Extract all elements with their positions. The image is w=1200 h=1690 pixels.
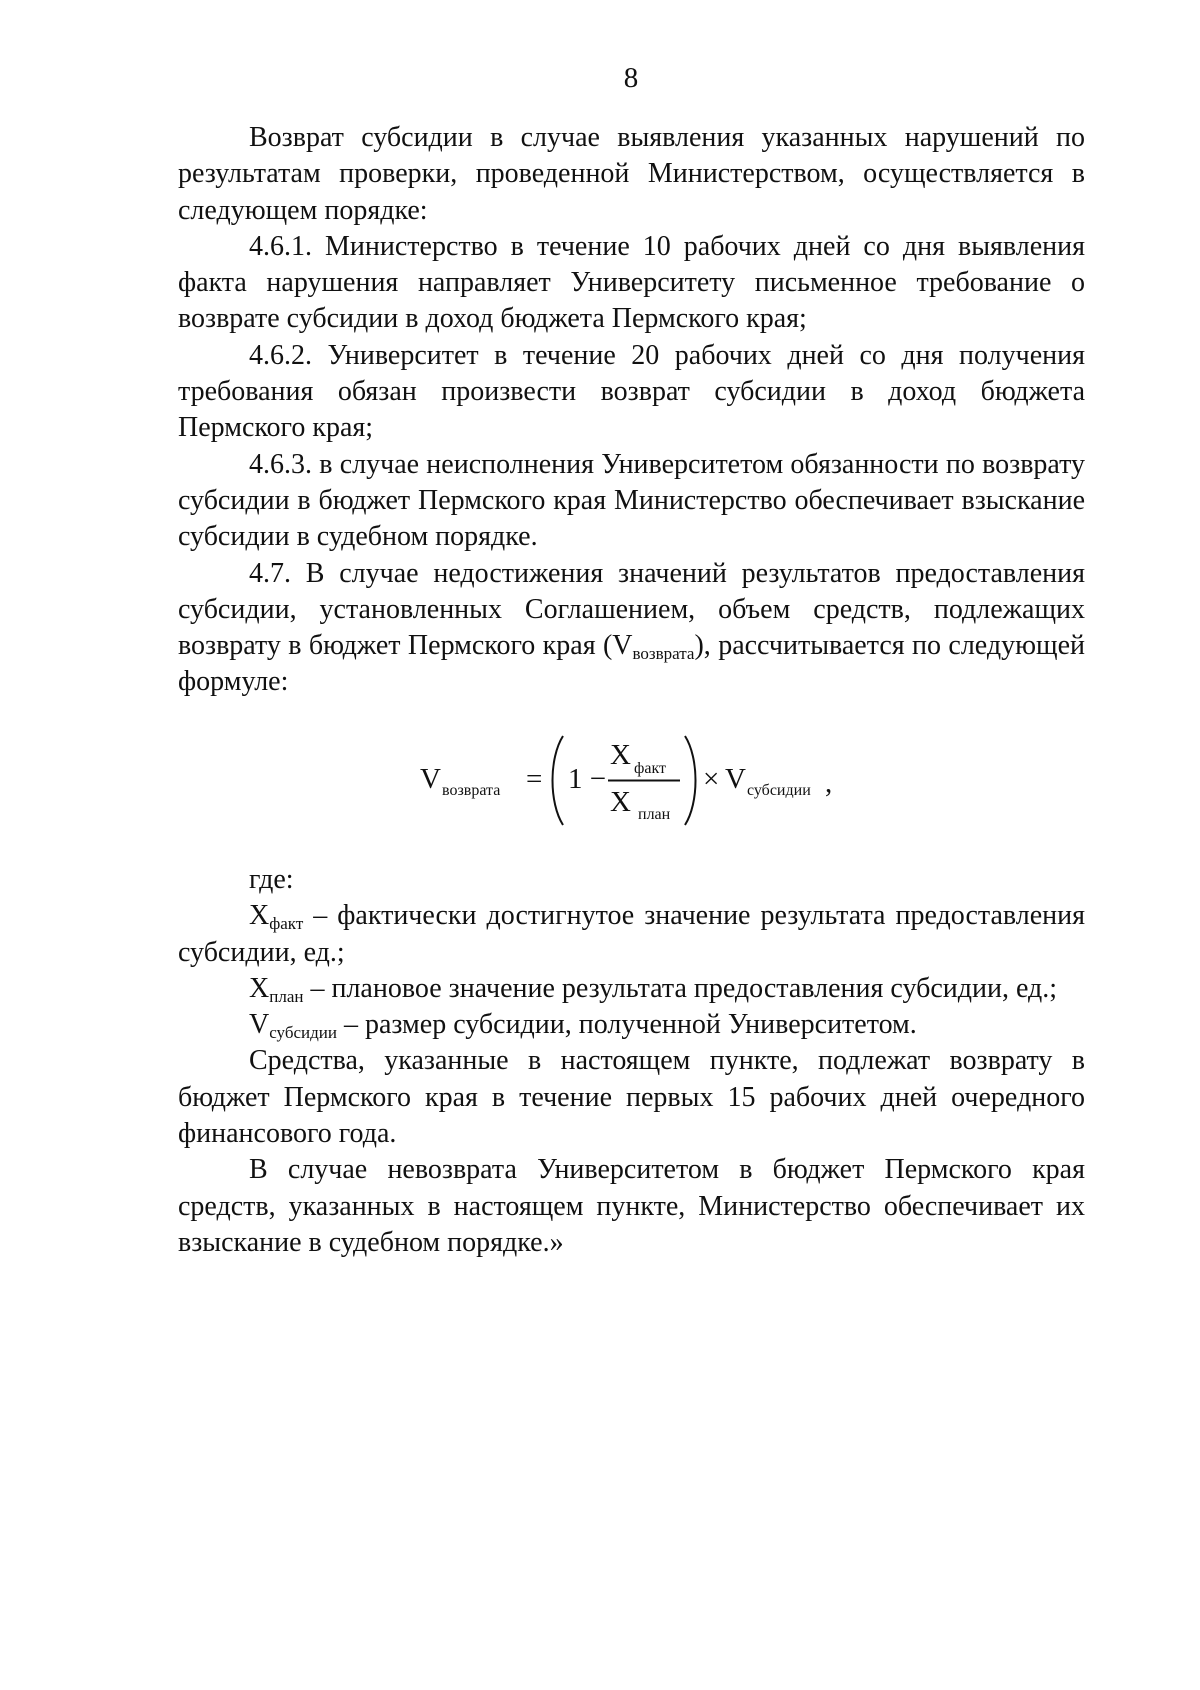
formula-rhs-subscript: субсидии	[747, 782, 811, 799]
formula-denominator-symbol: X	[610, 786, 631, 818]
formula-numerator-subscript: факт	[634, 760, 667, 777]
definition-v-subsidy-subscript: субсидии	[269, 1023, 337, 1043]
definition-v-subsidy-symbol: V	[249, 1009, 270, 1041]
paragraph-4-6-1: 4.6.1. Министерство в течение 10 рабочих дней со дня выявления факта нарушения направляет Университету письменное требование о возврате субсидии в доход бюджета Пермского края;	[178, 230, 1085, 335]
formula-numerator-symbol: X	[610, 739, 631, 771]
definition-x-plan-subscript: план	[269, 986, 304, 1006]
formula-equals: =	[526, 763, 543, 795]
definition-x-plan-text: – плановое значение результата предоставления субсидии, ед.;	[303, 972, 1058, 1004]
paragraph-4-7-start: 4.7. В случае недостижения значений результатов предоставления субсидии, установленных Соглашением, объем средств, подлежащих возврату в бюджет Пермского края (V	[178, 557, 1085, 662]
lower-text-block	[178, 862, 1085, 1261]
paragraph-refund-order: Возврат субсидии в случае выявления указанных нарушений по результатам проверки, проведенной Министерством, осуществляется в следующем порядке:	[178, 122, 1085, 226]
formula-left-paren	[546, 733, 566, 828]
paragraph-non-return: В случае невозврата Университетом в бюджет Пермского края средств, указанных в настоящем пункте, Министерство обеспечивает их взыскание в судебном порядке.»	[178, 1154, 1085, 1258]
formula-times: ×	[703, 763, 720, 795]
formula-lhs-symbol: V	[420, 763, 441, 795]
definition-v-subsidy-text: – размер субсидии, полученной Университетом.	[336, 1009, 917, 1041]
formula-lhs-subscript: возврата	[442, 782, 501, 799]
paragraph-4-7-subscript: возврата	[632, 644, 695, 664]
definition-v-subsidy	[178, 1007, 1085, 1043]
formula-rhs-symbol: V	[725, 763, 746, 795]
paragraph-4-6-2: 4.6.2. Университет в течение 20 рабочих дней со дня получения требования обязан произвести возврат субсидии в доход бюджета Пермского края;	[178, 339, 1085, 444]
definition-x-fact-symbol: X	[249, 900, 270, 932]
paragraph-4-7	[178, 556, 1085, 701]
formula-fraction-bar	[608, 779, 680, 782]
definition-x-fact	[178, 898, 1085, 971]
formula-one-minus: 1 −	[568, 763, 607, 795]
paragraph-4-6-3: 4.6.3. в случае неисполнения Университетом обязанности по возврату субсидии в бюджет Пермского края Министерство обеспечивает взыскание субсидии в судебном порядке.	[178, 448, 1085, 553]
where-label: где:	[249, 864, 294, 895]
paragraph-4-7-end: ), рассчитывается по следующей формуле:	[178, 630, 1085, 698]
upper-text-block	[178, 120, 1085, 701]
refund-formula	[420, 733, 860, 828]
formula-trailing-comma: ,	[825, 767, 833, 799]
definition-x-fact-text: – фактически достигнутое значение результата предоставления субсидии, ед.;	[178, 900, 1085, 968]
formula-right-paren	[682, 733, 702, 828]
definition-x-plan	[178, 971, 1085, 1007]
page-number: 8	[623, 62, 639, 94]
formula-denominator-subscript: план	[638, 806, 671, 823]
definition-x-plan-symbol: X	[249, 972, 270, 1004]
paragraph-funds-return: Средства, указанные в настоящем пункте, подлежат возврату в бюджет Пермского края в течение первых 15 рабочих дней очередного финансового года.	[178, 1045, 1085, 1150]
definition-x-fact-subscript: факт	[269, 914, 304, 934]
